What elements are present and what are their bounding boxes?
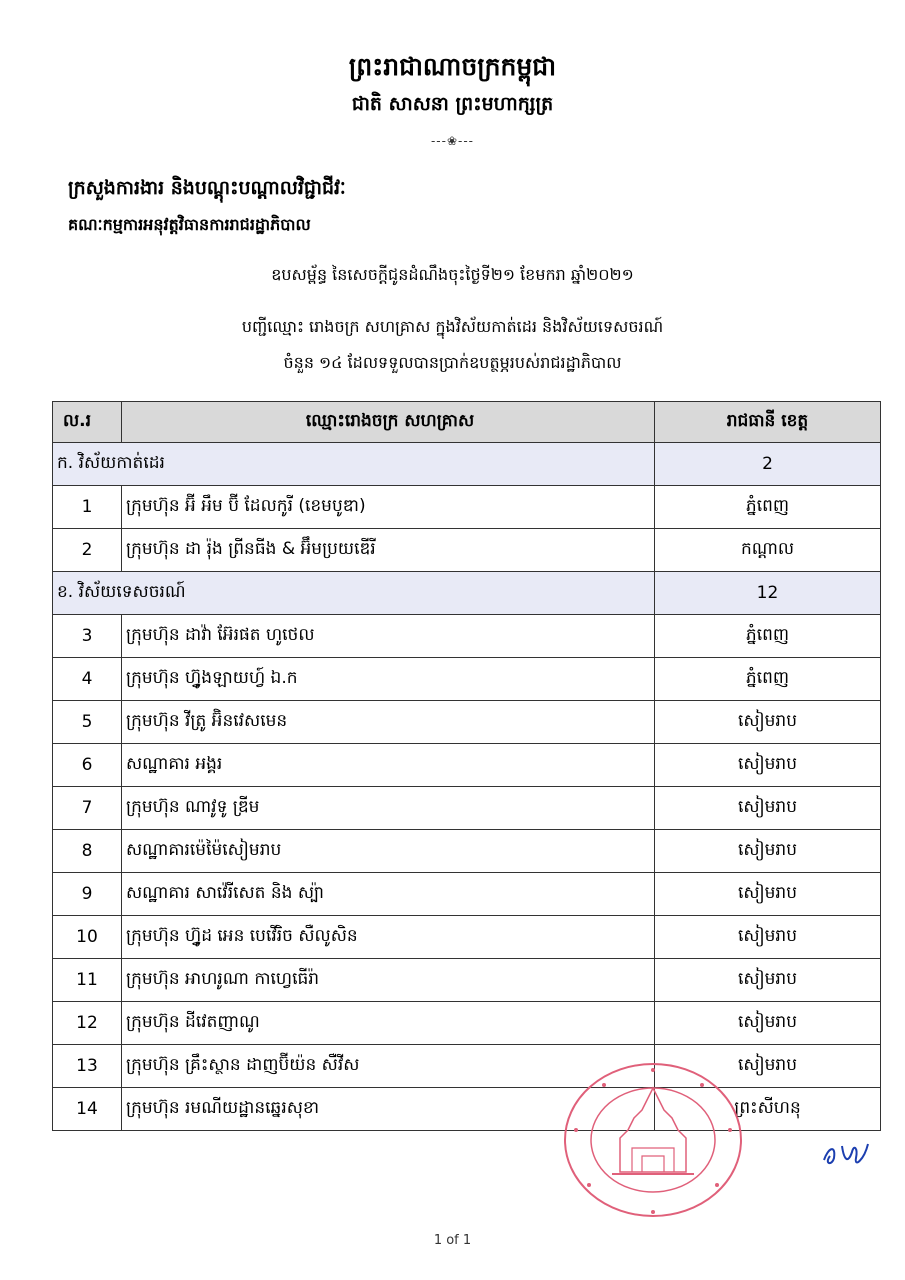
section-title: ខ. វិស័យទេសចរណ៍ [53, 572, 655, 615]
national-motto: ជាតិ សាសនា ព្រះមហាក្សត្រ [351, 93, 554, 115]
row-province: សៀមរាប [655, 701, 881, 744]
enterprise-table [52, 401, 881, 1131]
table-header-row [53, 402, 881, 443]
row-enterprise-name: ក្រុមហ៊ុន អាហរូណា កាហ្វេធើរ៉ា [122, 959, 655, 1002]
row-province: ភ្នំពេញ [655, 658, 881, 701]
annex-title: ឧបសម្ព័ន្ធ នៃសេចក្តីជូនដំណឹងចុះថ្ងៃទី២១ ខែមករា ឆ្នាំ២០២១ [271, 265, 634, 284]
row-enterprise-name: ក្រុមហ៊ុន ណាវូទូ ឌ្រីម [122, 787, 655, 830]
row-number: 2 [53, 529, 122, 572]
header-province: រាជធានី ខេត្ត [655, 402, 881, 443]
table-row [53, 744, 881, 787]
row-enterprise-name: ក្រុមហ៊ុន ហ្វ៊ូដ អេន បេវើរិច សឺលូសិន [122, 916, 655, 959]
list-title-line-1: បញ្ជីឈ្មោះ រោងចក្រ សហគ្រាស ក្នុងវិស័យកាត់ដេរ និងវិស័យទេសចរណ៍ [241, 317, 664, 336]
row-number: 5 [53, 701, 122, 744]
section-count: 2 [655, 443, 881, 486]
table-row [53, 830, 881, 873]
row-province: សៀមរាប [655, 873, 881, 916]
ministry-name: ក្រសួងការងារ និងបណ្តុះបណ្តាលវិជ្ជាជីវៈ [68, 177, 346, 199]
table-row [53, 916, 881, 959]
row-number: 1 [53, 486, 122, 529]
ornamental-divider: ---❀--- [430, 134, 475, 148]
row-enterprise-name: សណ្ឋាគារម៉េម៉ៃសៀមរាប [122, 830, 655, 873]
table-row [53, 701, 881, 744]
header-enterprise-name: ឈ្មោះរោងចក្រ សហគ្រាស [122, 402, 655, 443]
section-count: 12 [655, 572, 881, 615]
committee-name: គណៈកម្មការអនុវត្តវិធានការរាជរដ្ឋាភិបាល [68, 215, 311, 234]
official-seal-icon [562, 1060, 744, 1220]
row-number: 6 [53, 744, 122, 787]
row-enterprise-name: ក្រុមហ៊ុន វីត្រូ អ៊ិនវេសមេន [122, 701, 655, 744]
row-enterprise-name: ក្រុមហ៊ុន រមណីយដ្ឋានឆ្នេរសុខា [122, 1088, 655, 1131]
table-row [53, 529, 881, 572]
row-number: 10 [53, 916, 122, 959]
row-province: សៀមរាប [655, 787, 881, 830]
row-province: កណ្តាល [655, 529, 881, 572]
row-province: ភ្នំពេញ [655, 615, 881, 658]
row-number: 4 [53, 658, 122, 701]
section-row-tourism [53, 572, 881, 615]
signature-icon [818, 1134, 878, 1174]
row-province: សៀមរាប [655, 744, 881, 787]
row-number: 11 [53, 959, 122, 1002]
table-row [53, 959, 881, 1002]
row-enterprise-name: ក្រុមហ៊ុន ដា រ៉ុង ព្រីនធីង & អ៊ឹមប្រយឌើរី [122, 529, 655, 572]
row-province: សៀមរាប [655, 1045, 881, 1088]
table-row [53, 615, 881, 658]
row-province: សៀមរាប [655, 830, 881, 873]
row-enterprise-name: ក្រុមហ៊ុន គ្រឹះស្ថាន ដាញប៊ីយ៉ន សឺវីស [122, 1045, 655, 1088]
header-number: ល.រ [53, 402, 122, 443]
row-province: ព្រះសីហនុ [655, 1088, 881, 1131]
row-enterprise-name: ក្រុមហ៊ុន ដាវ៉ា អ៊ែរផត ហូថេល [122, 615, 655, 658]
row-enterprise-name: ក្រុមហ៊ុន ហ្វ៊ូងឡាយហ្វ៍ ឯ.ក [122, 658, 655, 701]
row-enterprise-name: សណ្ឋាគារ សាវ៉េរីសេត និង ស្ប៉ា [122, 873, 655, 916]
row-number: 13 [53, 1045, 122, 1088]
page-number: 1 of 1 [433, 1233, 472, 1248]
table-row [53, 658, 881, 701]
row-province: សៀមរាប [655, 916, 881, 959]
table-row [53, 1002, 881, 1045]
row-number: 7 [53, 787, 122, 830]
table-row [53, 486, 881, 529]
row-province: សៀមរាប [655, 1002, 881, 1045]
row-number: 14 [53, 1088, 122, 1131]
kingdom-heading: ព្រះរាជាណាចក្រកម្ពុជា [348, 52, 557, 81]
list-title-line-2: ចំនួន ១៤ ដែលទទួលបានប្រាក់ឧបត្ថម្ភរបស់រាជរដ្ឋាភិបាល [283, 353, 622, 372]
table-row [53, 787, 881, 830]
row-number: 12 [53, 1002, 122, 1045]
row-enterprise-name: ក្រុមហ៊ុន អ៊ី អឹម ប៊ី ដែលកូរី (ខេមបូឌា) [122, 486, 655, 529]
table-row [53, 1088, 881, 1131]
table-row [53, 873, 881, 916]
row-province: ភ្នំពេញ [655, 486, 881, 529]
section-row-garment [53, 443, 881, 486]
table-row [53, 1045, 881, 1088]
row-province: សៀមរាប [655, 959, 881, 1002]
row-number: 8 [53, 830, 122, 873]
row-enterprise-name: សណ្ឋាគារ អង្គរ [122, 744, 655, 787]
row-number: 3 [53, 615, 122, 658]
row-enterprise-name: ក្រុមហ៊ុន ដីវេតញាណូ [122, 1002, 655, 1045]
section-title: ក. វិស័យកាត់ដេរ [53, 443, 655, 486]
row-number: 9 [53, 873, 122, 916]
